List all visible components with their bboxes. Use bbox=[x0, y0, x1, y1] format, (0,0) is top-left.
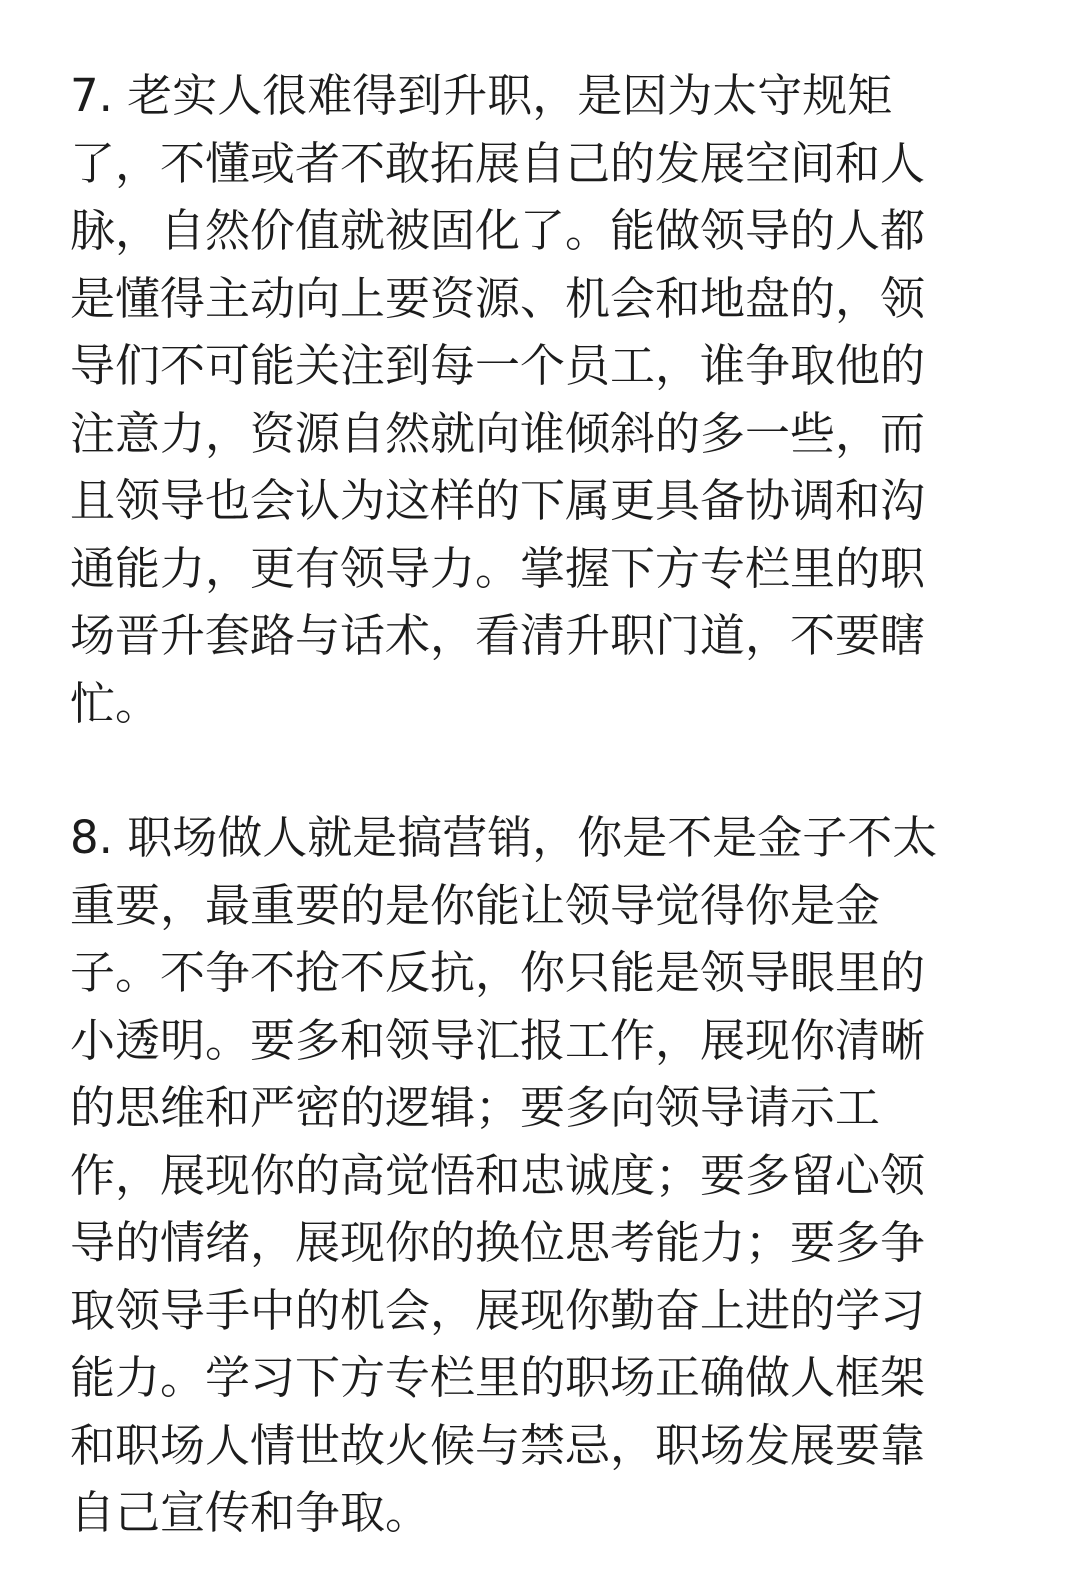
paragraph-line: 和职场人情世故火候与禁忌，职场发展要靠 bbox=[70, 1418, 926, 1472]
paragraph-line: 通能力，更有领导力。掌握下方专栏里的职 bbox=[70, 541, 926, 595]
paragraph-line: 子。不争不抢不反抗，你只能是领导眼里的 bbox=[70, 946, 926, 999]
paragraph-line: 自己宣传和争取。 bbox=[70, 1486, 431, 1539]
paragraph-line: 作，展现你的高觉悟和忠诚度；要多留心领 bbox=[70, 1148, 926, 1202]
paragraph-line: 注意力，资源自然就向谁倾斜的多一些，而 bbox=[70, 406, 926, 460]
paragraph-line: 重要，最重要的是你能让领导觉得你是金 bbox=[70, 878, 881, 932]
paragraph-line: 8. 职场做人就是搞营销，你是不是金子不太 bbox=[70, 811, 938, 864]
paragraph-line: 的思维和严密的逻辑；要多向领导请示工 bbox=[70, 1081, 881, 1134]
paragraph-line: 场晋升套路与话术，看清升职门道，不要瞎 bbox=[70, 609, 926, 662]
paragraph-line: 是懂得主动向上要资源、机会和地盘的，领 bbox=[70, 271, 926, 325]
paragraph-line: 小透明。要多和领导汇报工作，展现你清晰 bbox=[70, 1013, 926, 1067]
paragraph-line: 脉，自然价值就被固化了。能做领导的人都 bbox=[70, 204, 926, 257]
paragraph-line: 且领导也会认为这样的下属更具备协调和沟 bbox=[70, 474, 926, 527]
article-body bbox=[70, 62, 980, 1547]
paragraph-line: 导的情绪，展现你的换位思考能力；要多争 bbox=[70, 1216, 926, 1269]
paragraph-line: 7. 老实人很难得到升职，是因为太守规矩 bbox=[70, 69, 893, 122]
paragraph-line: 取领导手中的机会，展现你勤奋上进的学习 bbox=[70, 1283, 926, 1337]
paragraph-line: 了，不懂或者不敢拓展自己的发展空间和人 bbox=[70, 136, 926, 190]
paragraph-7 bbox=[70, 62, 980, 737]
paragraph-8 bbox=[70, 804, 980, 1547]
paragraph-line: 能力。学习下方专栏里的职场正确做人框架 bbox=[70, 1351, 926, 1404]
paragraph-line: 忙。 bbox=[70, 676, 161, 730]
paragraph-line: 导们不可能关注到每一个员工，谁争取他的 bbox=[70, 339, 926, 392]
paragraph-spacer bbox=[70, 737, 980, 804]
